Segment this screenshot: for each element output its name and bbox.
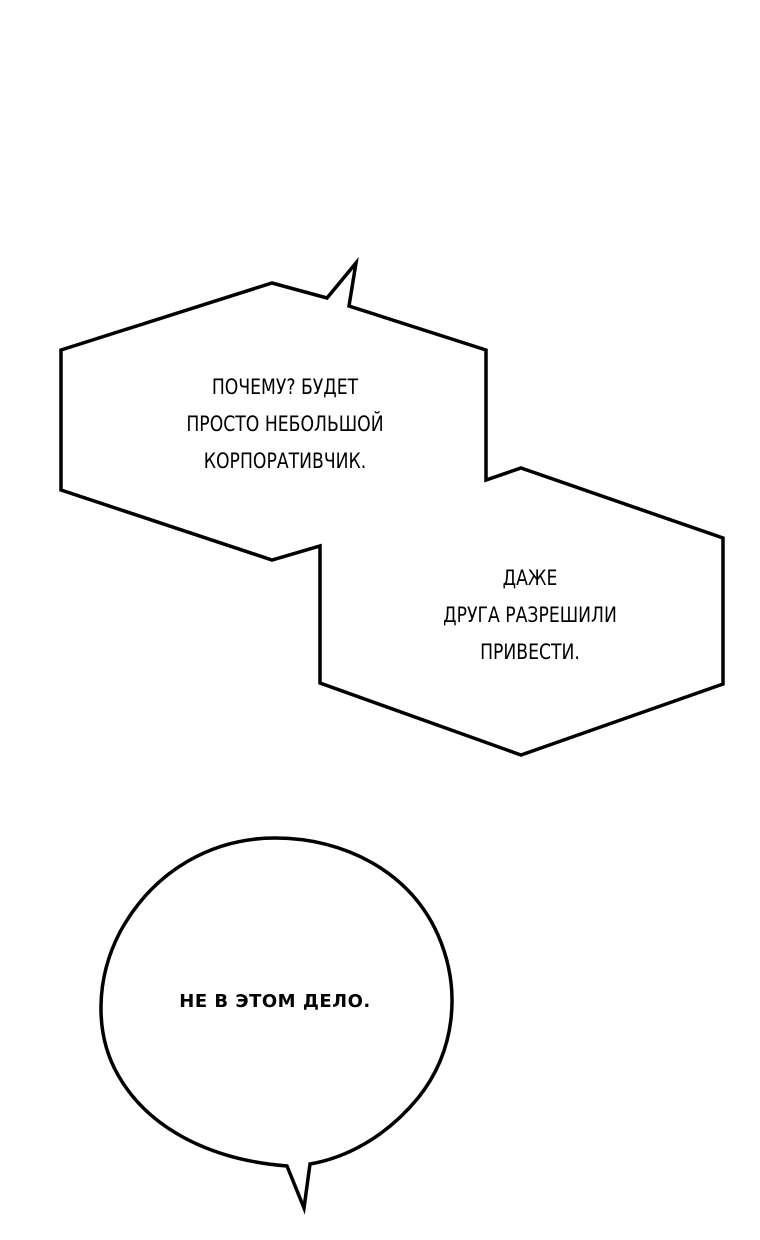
bubble-line: ДАЖЕ <box>502 566 558 590</box>
hexagon-speech-bubble <box>61 263 723 755</box>
bubble-text-second <box>407 560 653 671</box>
bubble-line: КОРПОРАТИВЧИК. <box>203 449 367 473</box>
bubble-line: ПРОСТО НЕБОЛЬШОЙ <box>186 412 384 436</box>
bubble-text-first <box>150 369 421 480</box>
bubble-line: НЕ В ЭТОМ ДЕЛО. <box>179 991 371 1012</box>
bubble-line: ДРУГА РАЗРЕШИЛИ <box>443 603 617 627</box>
bubble-line: ПРИВЕСТИ. <box>480 640 580 664</box>
bubble-line: ПОЧЕМУ? БУДЕТ <box>211 375 359 399</box>
round-speech-bubble <box>101 838 452 1208</box>
bubble-text-third <box>140 988 410 1016</box>
